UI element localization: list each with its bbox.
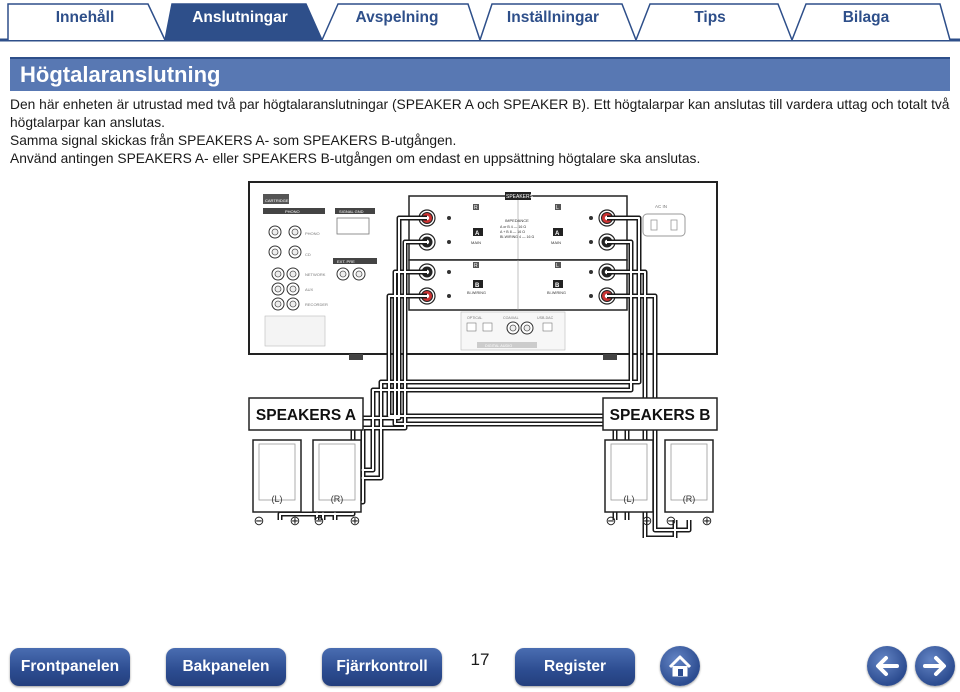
speaker-b-right-minus: ⊖ [665,513,677,528]
tab-innehall[interactable]: Innehåll [55,9,115,26]
frontpanel-button[interactable]: Frontpanelen [10,648,130,686]
impedance-title: IMPEDANCE [505,218,529,223]
tab-installningar[interactable]: Inställningar [506,9,600,26]
footer-nav [0,640,960,692]
intro-paragraph-2: Samma signal skickas från SPEAKERS A- som SPEAKERS B-utgången. [10,133,457,148]
tab-bar [0,0,960,42]
signal-gnd-label: SIGNAL GND [339,209,364,214]
home-icon [660,646,700,686]
usb-dac-label: USB-DAC [537,316,554,320]
terminal-a-label: A [475,231,480,237]
phono-text: PHONO [305,231,320,236]
speaker-b-left-minus: ⊖ [605,513,617,528]
impedance-row-2: A + B 8 — 16 Ω [500,230,525,234]
optical-label: OPTICAL [467,316,483,320]
left-ch-label-b: L [556,263,559,269]
speaker-a-right-label: (R) [330,494,344,504]
speaker-b-right [665,440,713,528]
intro-paragraph-1: Den här enheten är utrustad med två par högtalaranslutningar (SPEAKER A och SPEAKER B). Ett högtalarpar kan anslutas till vardera uttag och totalt två högtalarpar kan anslutas. [10,97,950,130]
speakers-b-label: SPEAKERS B [609,407,711,424]
speaker-a-right-plus: ⊕ [349,513,361,528]
phono-label: PHONO [285,209,300,214]
cartridge-label: CARTRIDGE [265,198,289,203]
digital-audio-label: DIGITAL AUDIO [485,344,513,348]
terminal-b-label-2: B [555,283,560,289]
right-ch-label-b: R [474,263,478,269]
arrow-left-icon [867,646,907,686]
speaker-a-right-minus: ⊖ [313,513,325,528]
speaker-connection-diagram [245,178,725,538]
bi-wiring-label-2: BI-WIRING [547,291,566,295]
bi-wiring-label: BI-WIRING [467,291,486,295]
tab-bilaga[interactable]: Bilaga [842,9,890,26]
backpanel-button[interactable]: Bakpanelen [166,648,286,686]
main-label: MAIN [471,240,481,245]
terminal-a-label-2: A [555,231,560,237]
ext-pre-label: EXT. PRE [337,259,355,264]
right-ch-label: R [474,205,478,211]
arrow-right-icon [915,646,955,686]
speaker-a-left-label: (L) [271,494,283,504]
impedance-row-3: BI-WIRING 4 — 16 Ω [500,235,535,239]
main-label-2: MAIN [551,240,561,245]
speakers-a-label: SPEAKERS A [255,407,357,424]
back-button[interactable] [867,646,907,686]
tab-tips[interactable]: Tips [694,9,726,26]
forward-button[interactable] [915,646,955,686]
coaxial-label: COAXIAL [503,316,519,320]
speaker-a-left-plus: ⊕ [289,513,301,528]
index-button[interactable]: Register [515,648,635,686]
remote-button[interactable]: Fjärrkontroll [322,648,442,686]
title-bar [10,57,950,91]
ac-in-label: AC IN [655,204,668,209]
speaker-b-right-plus: ⊕ [701,513,713,528]
tab-avspelning[interactable]: Avspelning [355,9,439,26]
intro-paragraph-3: Använd antingen SPEAKERS A- eller SPEAKERS B-utgången om endast en uppsättning högtalare ska anslutas. [10,151,701,166]
impedance-row-1: A or B 4 — 16 Ω [500,225,527,229]
speaker-a-left [253,440,301,528]
recorder-text: RECORDER [305,302,328,307]
speaker-a-left-minus: ⊖ [253,513,265,528]
speaker-b-left-plus: ⊕ [641,513,653,528]
page-title: Högtalaranslutning [20,62,221,87]
ac-inlet [643,214,685,236]
intro-text [10,96,955,168]
left-ch-label: L [556,205,559,211]
aux-text: AUX [305,287,314,292]
terminal-b-label: B [475,283,480,289]
home-button[interactable] [660,646,700,686]
speakers-panel-label: SPEAKERS [506,194,533,200]
network-text: NETWORK [305,272,326,277]
speaker-b-right-label: (R) [682,494,696,504]
speaker-b-left-label: (L) [623,494,635,504]
page-number: 17 [470,650,490,669]
tab-anslutningar[interactable]: Anslutningar [192,9,288,26]
cd-text: CD [305,252,311,257]
